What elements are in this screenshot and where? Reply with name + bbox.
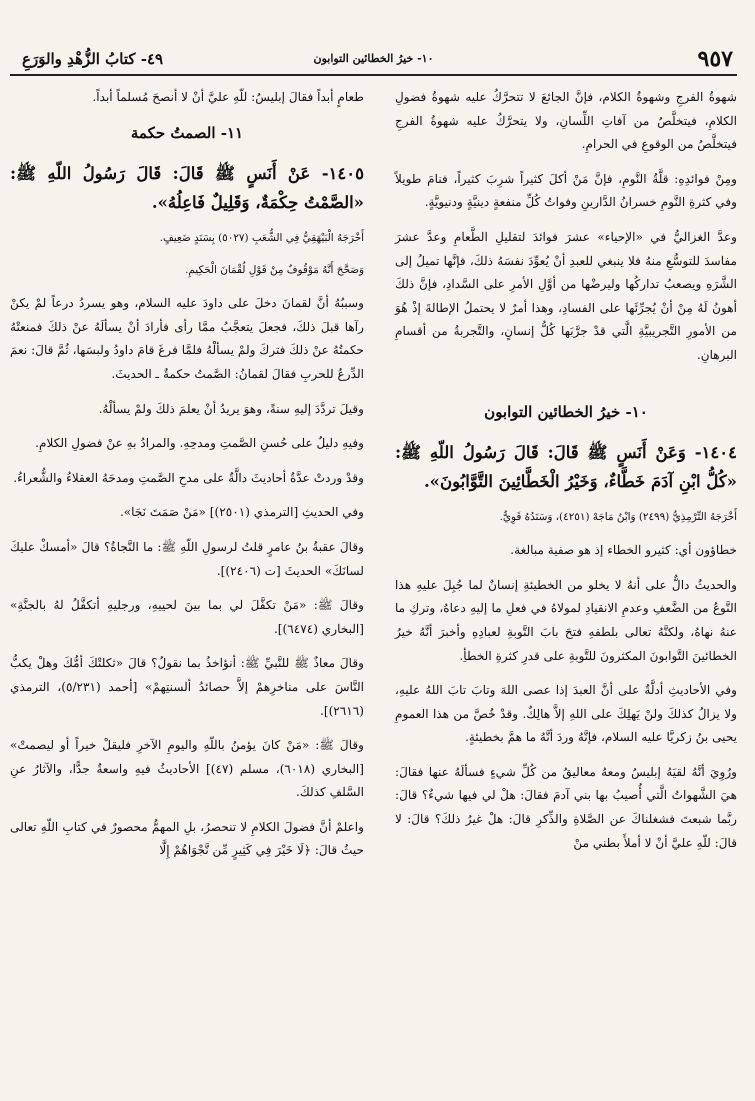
book-title: ٤٩- كتابُ الزُّهْدِ والوَرَعِ — [22, 50, 164, 68]
running-title: ١٠- خيرُ الخطائين التوابون — [313, 52, 434, 65]
section-title: ١٠- خيرُ الخطائين التوابون — [484, 402, 648, 421]
paragraph: وقالَ معاذٌ ﷺ للنَّبيِّ ﷺ: أنؤاخذُ بما نقولُ؟ قالَ «ثكلتْكَ أمُّكَ وهلْ يكبُّ النَّاسَ على مناخرِهمْ إلاَّ حصائدُ ألسنتِهمْ» [أحمد (٥/٢٣١)، الترمذي (٢٦١٦)]. — [10, 656, 364, 718]
hadith-text: ١٤٠٥- عَنْ أَنَسٍ ﷺ قَالَ: قَالَ رَسُولُ اللّهِ ﷺ: «الصَّمْتُ حِكْمَةٌ، وَقَلِيلٌ فَاعِلُهُ». — [10, 164, 364, 213]
paragraph: طعامٍ أبداً فقالَ إبليسُ: للّهِ عليَّ أنْ لا أنصحَ مُسلماً أبداً. — [92, 90, 364, 104]
paragraph: والحديثُ دالٌّ على أنهُ لا يخلو من الخطيئةِ إنسانٌ لما جُبِلَ عليهِ هذا النَّوعُ من الضَّعفِ وعدمِ الانقيادِ لمولاهُ في فعلِ ما إليهِ دعاهُ، وتركِ ما عنهُ نهاهُ، ولكنَّهُ تعالى بلطفهِ فتحَ بابَ التَّوبةِ لعبادِهِ وأخبرَ أنَّهُ خيرُ الخطائينَ التَّوابونَ المكثرونَ للتَّوبةِ على قدرِ كثرةِ الخطأِ. — [395, 577, 737, 663]
paragraph: وقيلَ تردَّدَ إليهِ سنةً، وهوَ يريدُ أنْ يعلمَ ذلكَ ولمْ يسألْهُ. — [98, 401, 364, 416]
paragraph: ورُوِيَ أنَّهُ لقيَهُ إبليسُ ومعهُ معاليقُ من كُلِّ شيءٍ فسألَهُ عنها فقالَ: هيَ الشَّهواتُ الَّتي أُصيبُ بها بني آدمَ فقالَ: هلْ لي فيها شيءٌ؟ قالَ: ربَّما شبعتَ فشغلناكَ عن الصَّلاةِ والذِّكرِ قالَ: هلْ غيرُ ذلكَ؟ قالَ: لا قالَ: للّهِ عليَّ أنْ لا أملأَ بطني منْ — [395, 764, 737, 850]
hadith-source: أَخْرَجَهُ التِّرْمِذِيُّ (٢٤٩٩) وَابْنُ مَاجَهْ (٤٢٥١)، وَسَنَدُهُ قَوِيٌّ. — [499, 511, 737, 524]
paragraph: شهوةُ الفرجِ وشهوةُ الكلام، فإنَّ الجائعَ لا تتحرَّكُ عليه شهوةُ فضولِ الكلامِ، فيتخلَّصُ من آفاتِ اللِّسانِ، ولا يتحرَّكُ عليه شهوةُ الفرجِ فيتخلَّصُ من الوقوعِ في الحرامِ. — [395, 90, 737, 152]
hadith-text: ١٤٠٤- وَعَنْ أَنَسٍ ﷺ قَالَ: قَالَ رَسُولُ اللّهِ ﷺ: «كُلُّ ابْنِ آدَمَ خَطَّاءٌ، وَخَيْرُ الْخَطَّائِينَ التَّوَّابُونَ». — [395, 443, 737, 492]
section-title: ١١- الصمتُ حكمة — [130, 123, 244, 142]
page-number: ٩٥٧ — [697, 46, 733, 72]
paragraph: واعلمْ أنَّ فضولَ الكلامِ لا تنحصرُ، بلِ المهمُّ محصورٌ في كتابِ اللّهِ تعالى حيثُ قالَ: ﴿لَا خَيْرَ فِي كَثِيرٍ مِّن نَّجْوَاهُمْ إِلَّا — [10, 819, 364, 858]
paragraph: خطاؤون أي: كثيرو الخطاء إذ هو صفية مبالغة. — [510, 543, 737, 558]
paragraph: وقالَ ﷺ: «مَنْ تكفَّلَ لي بما بينَ لحييهِ، ورجليهِ أتكفَّلُ لهُ بالجنَّةِ» [البخاري (٦٤٧٤)]. — [10, 598, 364, 636]
paragraph: وقدْ وردتْ عدَّةُ أحاديثَ دالَّةٌ على مدحِ الصَّمتِ ومدحَهُ العقلاءُ والشُّعراءُ. — [13, 470, 364, 485]
paragraph: وعدَّ الغزاليُّ في «الإحياء» عشرَ فوائدَ لتقليلِ الطَّعامِ وعدَّ عشرَ مفاسدَ للتوسُّعِ منهُ فلا ينبغي للعبدِ أنْ يُعوِّدَ نفسَهُ ذلكَ، فإنَّها تميلُ إلى الشَّرَهِ ويصعبُ تداركُها وليرضْها من أوَّلِ الأمرِ على السَّدادِ، فإنَّ ذلكَ أهونُ لَهُ مِنْ أنْ يُجرِّئَها على الفسادِ، وهذا أمرٌ لا يحتملُ الإطالةَ إذْ هُوَ من الأمورِ التَّجريبيَّةِ الَّتي قدْ جرَّبَها كُلُّ إنسانٍ، والتَّجربةُ من أقسامِ البرهانِ. — [395, 229, 737, 362]
paragraph: وسببُهُ أنَّ لقمانَ دخلَ على داودَ عليه السلام، وهو يسردُ درعاً لمْ يكنْ رآها قبلَ ذلكَ، فجعلَ يتعجَّبُ ممَّا رأى فأرادَ أنْ يسألَهُ عنْ ذلكَ فمنعتْهُ حكمتُهُ عنْ ذلكَ فتركَ ولمْ يسألْهُ فلمَّا فرغَ قامَ داودُ ولبسَها، ثُمَّ قالَ: نعمَ الدِّرعُ للحربِ فقالَ لقمانُ: الصَّمتُ حكمةٌ ـ الحديثَ. — [10, 296, 364, 381]
paragraph: وقالَ عقبةُ بنُ عامرٍ قلتُ لرسولِ اللّهِ ﷺ: ما النَّجاةُ؟ قالَ «أمسكْ عليكَ لسانَكَ» الحديثَ [ت (٢٤٠٦)]. — [10, 539, 364, 578]
hadith-note: وَصَحَّحَ أَنَّهُ مَوْقُوفٌ مِنْ قَوْلِ لُقْمَانَ الْحَكِيمِ. — [185, 264, 364, 277]
paragraph: ومِنْ فوائدِهِ: قلَّةُ النَّومِ، فإنَّ مَنْ أكلَ كثيراً شرِبَ كثيراً، فنامَ طويلاً وفي كثرةِ النَّومِ خسرانُ الدَّارينِ وفواتُ كُلِّ منفعةٍ دينيَّةٍ ودنيويَّةٍ. — [395, 171, 737, 210]
paragraph: وفي الأحاديثِ أدلَّةٌ على أنَّ العبدَ إذا عصى اللهَ وتابَ تابَ اللهُ عليهِ، ولا يزالُ كذلكَ ولنْ يَهلِكَ على اللهِ إلاَّ هالِكٌ. وقدْ خُصَّ من هذا العمومِ يحيى بنُ زكريَّا عليه السلام، فإنَّهُ وردَ أنَّهُ ما همَّ بخطيئةٍ. — [395, 683, 737, 745]
paragraph: وقالَ ﷺ: «مَنْ كانَ يؤمنُ باللّهِ واليومِ الآخرِ فليقلْ خيراً أو ليصمتْ» [البخاري (٦٠١٨)، مسلم (٤٧)] الأحاديثُ فيهِ واسعةٌ جدًّا، والآثارُ عنِ السَّلفِ كذلكَ. — [10, 738, 364, 800]
paragraph: وفيهِ دليلٌ على حُسنِ الصَّمتِ ومدحِهِ. والمرادُ بهِ عنْ فضولِ الكلامِ. — [35, 436, 364, 451]
left-column — [10, 86, 364, 1089]
hadith-source: أَخْرَجَهُ الْبَيْهَقِيُّ فِي الشُّعَبِ (٥٠٢٧) بِسَنَدٍ ضَعِيفٍ. — [159, 232, 364, 245]
page-header — [10, 44, 737, 76]
right-column — [395, 86, 737, 1089]
paragraph: وفي الحديثِ [الترمذي (٢٥٠١)] «مَنْ صَمَتَ نَجَا». — [119, 505, 364, 520]
